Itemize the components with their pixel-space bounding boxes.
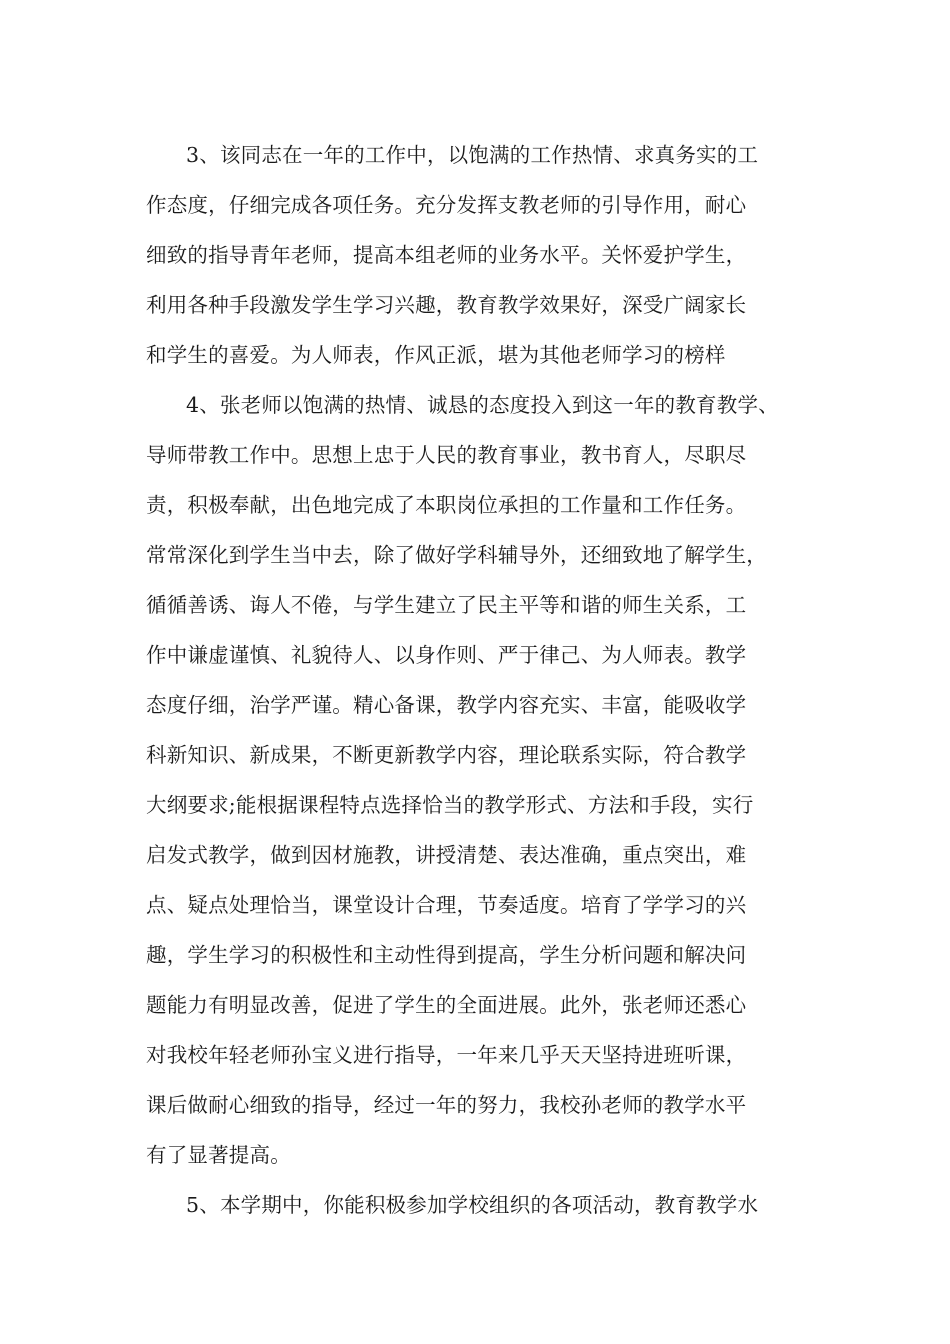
- text-line: 5、本学期中，你能积极参加学校组织的各项活动，教育教学水: [186, 1193, 759, 1217]
- paragraph-item-5: [146, 1180, 810, 1230]
- paragraph-item-3: [146, 130, 810, 380]
- text-line: 3、该同志在一年的工作中，以饱满的工作热情、求真务实的工: [186, 143, 759, 167]
- text-line: 点、疑点处理恰当，课堂设计合理，节奏适度。培育了学学习的兴: [146, 893, 747, 917]
- text-line: 导师带教工作中。思想上忠于人民的教育事业，教书育人，尽职尽: [146, 443, 747, 467]
- text-line: 对我校年轻老师孙宝义进行指导，一年来几乎天天坚持进班听课，: [146, 1043, 747, 1067]
- text-line: 科新知识、新成果，不断更新教学内容，理论联系实际，符合教学: [146, 743, 747, 767]
- text-line: 大纲要求;能根据课程特点选择恰当的教学形式、方法和手段，实行: [146, 793, 754, 817]
- text-line: 责，积极奉献，出色地完成了本职岗位承担的工作量和工作任务。: [146, 493, 747, 517]
- paragraph-item-4: [146, 380, 810, 1180]
- text-line: 趣，学生学习的积极性和主动性得到提高，学生分析问题和解决问: [146, 943, 747, 967]
- text-line: 循循善诱、诲人不倦，与学生建立了民主平等和谐的师生关系，工: [146, 593, 747, 617]
- text-line: 4、张老师以饱满的热情、诚恳的态度投入到这一年的教育教学、: [186, 393, 779, 417]
- text-line: 课后做耐心细致的指导，经过一年的努力，我校孙老师的教学水平: [146, 1093, 747, 1117]
- document-body: [146, 130, 810, 1230]
- text-line: 细致的指导青年老师，提高本组老师的业务水平。关怀爱护学生，: [146, 243, 747, 267]
- text-line: 常常深化到学生当中去，除了做好学科辅导外，还细致地了解学生，: [146, 543, 767, 567]
- text-line: 和学生的喜爱。为人师表，作风正派，堪为其他老师学习的榜样: [146, 343, 726, 367]
- text-line: 作中谦虚谨慎、礼貌待人、以身作则、严于律己、为人师表。教学: [146, 643, 747, 667]
- text-line: 有了显著提高。: [146, 1143, 291, 1167]
- text-line: 启发式教学，做到因材施教，讲授清楚、表达准确，重点突出，难: [146, 843, 747, 867]
- text-line: 作态度，仔细完成各项任务。充分发挥支教老师的引导作用，耐心: [146, 193, 747, 217]
- text-line: 题能力有明显改善，促进了学生的全面进展。此外，张老师还悉心: [146, 993, 747, 1017]
- text-line: 利用各种手段激发学生学习兴趣，教育教学效果好，深受广阔家长: [146, 293, 747, 317]
- text-line: 态度仔细，治学严谨。精心备课，教学内容充实、丰富，能吸收学: [146, 693, 747, 717]
